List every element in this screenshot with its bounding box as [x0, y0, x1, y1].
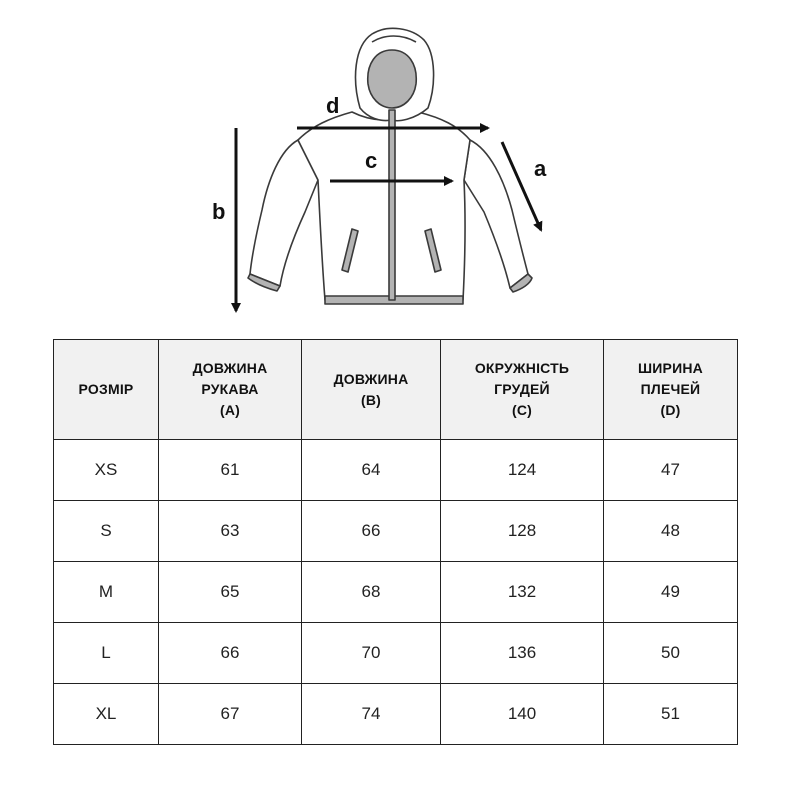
cell-shoulder: 48	[604, 501, 738, 562]
jacket-illustration	[248, 28, 532, 304]
header-chest-circumference	[441, 340, 604, 440]
header-shoulder-line1: ШИРИНА	[638, 360, 703, 376]
hood-lining	[368, 50, 417, 108]
header-shoulder-width	[604, 340, 738, 440]
label-c: c	[365, 148, 378, 173]
header-length	[302, 340, 441, 440]
cell-length: 64	[302, 440, 441, 501]
cell-sleeve-length: 65	[159, 562, 302, 623]
cell-chest: 140	[441, 684, 604, 745]
cell-chest: 132	[441, 562, 604, 623]
header-sleeve-length-line1: ДОВЖИНА	[192, 360, 268, 376]
cell-size: XL	[54, 684, 159, 745]
header-chest-line1: ОКРУЖНІСТЬ	[474, 360, 570, 376]
cell-chest: 124	[441, 440, 604, 501]
label-d: d	[326, 93, 340, 118]
header-shoulder-line2: ПЛЕЧЕЙ	[640, 381, 701, 397]
header-size-line: РОЗМІР	[78, 381, 134, 397]
cell-chest: 128	[441, 501, 604, 562]
cell-sleeve-length: 66	[159, 623, 302, 684]
right-sleeve	[464, 140, 528, 288]
size-chart-table	[53, 339, 738, 745]
header-shoulder-line3: (D)	[660, 402, 681, 418]
cell-size: S	[54, 501, 159, 562]
table-row	[54, 623, 738, 684]
header-sleeve-length-line2: РУКАВА	[201, 381, 259, 397]
table-row	[54, 684, 738, 745]
header-chest-line3: (C)	[511, 402, 533, 418]
cell-sleeve-length: 67	[159, 684, 302, 745]
header-size	[54, 340, 159, 440]
table-header-row	[54, 340, 738, 440]
zipper	[389, 110, 395, 300]
cell-shoulder: 50	[604, 623, 738, 684]
header-sleeve-length	[159, 340, 302, 440]
cell-shoulder: 51	[604, 684, 738, 745]
cell-sleeve-length: 63	[159, 501, 302, 562]
table-row	[54, 440, 738, 501]
cell-sleeve-length: 61	[159, 440, 302, 501]
left-sleeve	[250, 140, 318, 286]
cell-length: 66	[302, 501, 441, 562]
jacket-body	[298, 112, 470, 300]
cell-shoulder: 49	[604, 562, 738, 623]
cell-length: 74	[302, 684, 441, 745]
cell-size: L	[54, 623, 159, 684]
label-a: a	[534, 156, 547, 181]
table-row	[54, 501, 738, 562]
cell-size: M	[54, 562, 159, 623]
cell-length: 70	[302, 623, 441, 684]
header-chest-line2: ГРУДЕЙ	[494, 381, 550, 397]
header-sleeve-length-line3: (A)	[219, 402, 241, 418]
cell-size: XS	[54, 440, 159, 501]
jacket-measurement-diagram	[0, 0, 790, 330]
cell-length: 68	[302, 562, 441, 623]
table-row	[54, 562, 738, 623]
cell-shoulder: 47	[604, 440, 738, 501]
header-length-line1: ДОВЖИНА	[333, 370, 409, 387]
header-length-line2: (B)	[360, 391, 382, 408]
cell-chest: 136	[441, 623, 604, 684]
label-b: b	[212, 199, 226, 224]
